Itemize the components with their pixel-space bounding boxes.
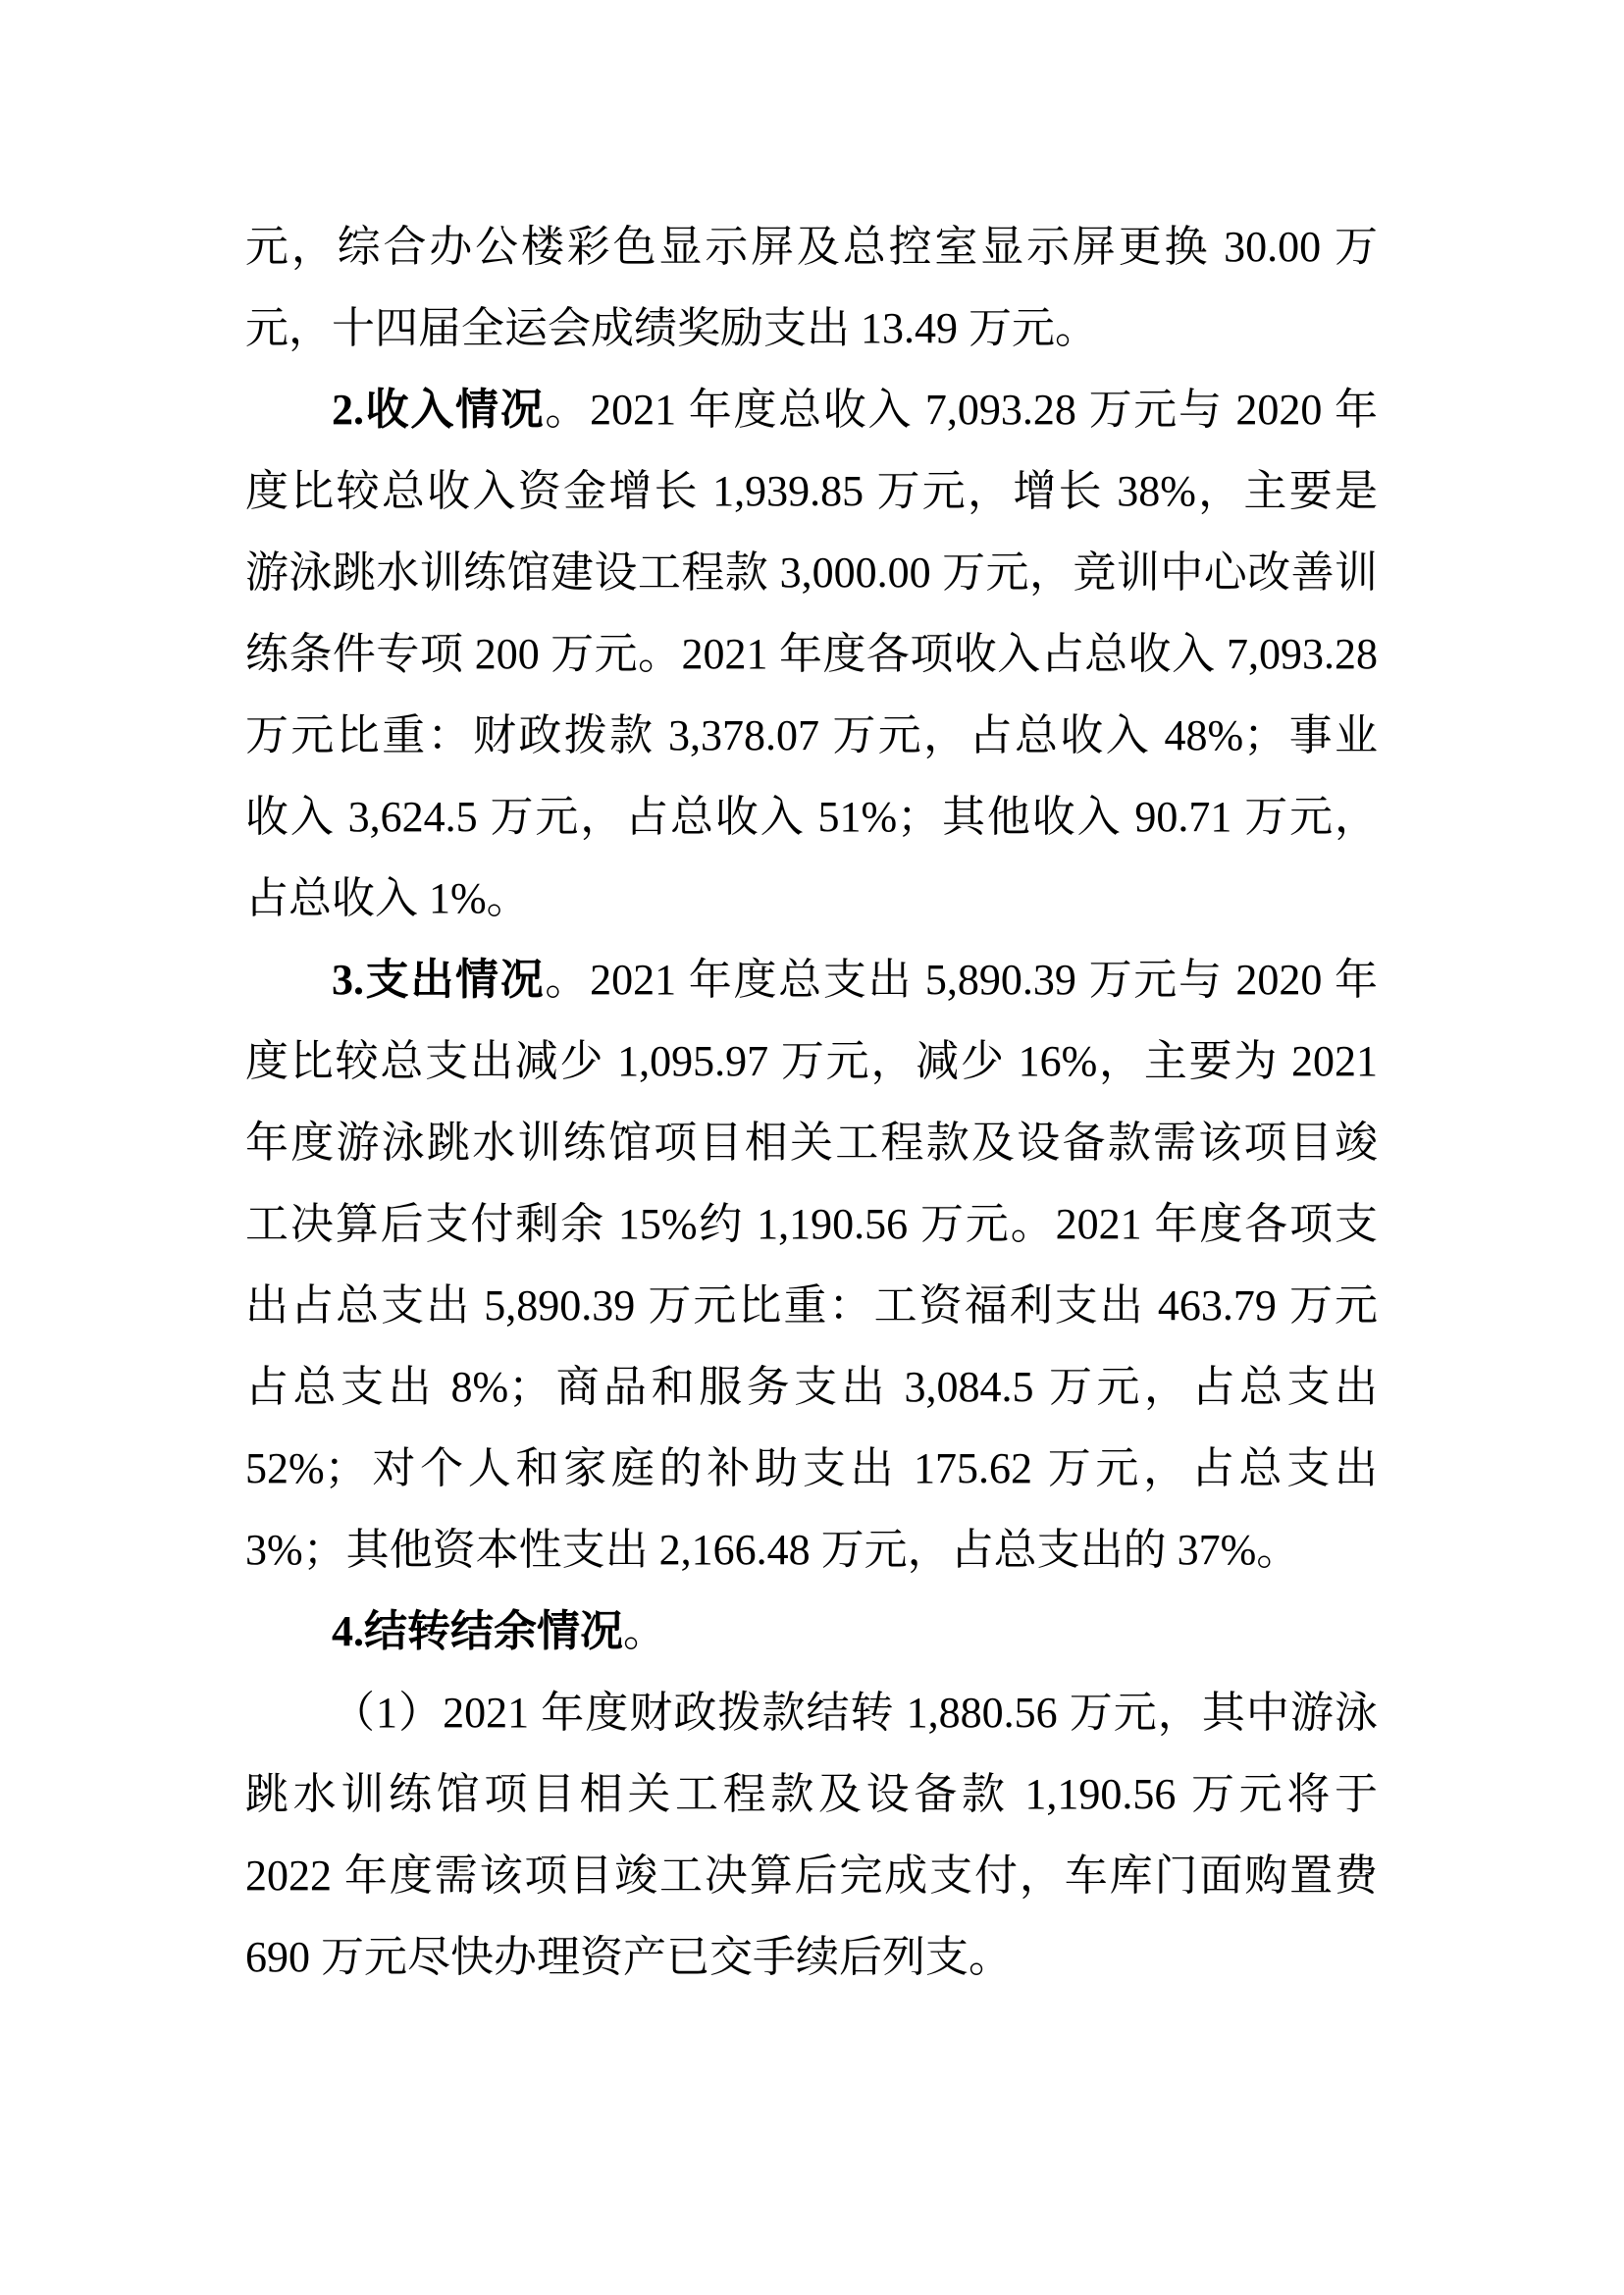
text-line <box>245 450 1378 532</box>
body-text: 练条件专项 200 万元。2021 年度各项收入占总收入 7,093.28 <box>245 630 1378 678</box>
text-line <box>245 1672 1378 1753</box>
text-line <box>245 1916 1378 1998</box>
text-line <box>245 369 1378 450</box>
body-text: 。 <box>623 1607 666 1655</box>
text-line <box>245 939 1378 1020</box>
text-block <box>245 206 1378 1998</box>
body-text: 万元比重：财政拨款 3,378.07 万元，占总收入 48%；事业 <box>245 711 1378 759</box>
body-text: 占总支出 8%；商品和服务支出 3,084.5 万元，占总支出 <box>245 1363 1378 1411</box>
text-line <box>245 1509 1378 1591</box>
text-line <box>245 1428 1378 1509</box>
text-line <box>245 1753 1378 1835</box>
text-line <box>245 613 1378 695</box>
text-line <box>245 1591 1378 1672</box>
text-line <box>245 1346 1378 1428</box>
body-text: 度比较总收入资金增长 1,939.85 万元，增长 38%，主要是 <box>245 467 1378 515</box>
text-line <box>245 1102 1378 1183</box>
body-text: 度比较总支出减少 1,095.97 万元，减少 16%，主要为 2021 <box>245 1037 1378 1085</box>
heading-label: 2.收入情况 <box>332 386 546 434</box>
text-line <box>245 1183 1378 1265</box>
body-text: 3%；其他资本性支出 2,166.48 万元，占总支出的 37%。 <box>245 1526 1300 1574</box>
text-line <box>245 858 1378 939</box>
body-text: 。2021 年度总支出 5,890.39 万元与 2020 年 <box>545 956 1378 1004</box>
text-line <box>245 532 1378 613</box>
body-text: 年度游泳跳水训练馆项目相关工程款及设备款需该项目竣 <box>245 1119 1378 1167</box>
body-text: 收入 3,624.5 万元，占总收入 51%；其他收入 90.71 万元， <box>245 793 1378 841</box>
body-text: 占总收入 1%。 <box>245 874 530 922</box>
body-text: 跳水训练馆项目相关工程款及设备款 1,190.56 万元将于 <box>245 1770 1378 1818</box>
text-line <box>245 1020 1378 1102</box>
body-text: 元，综合办公楼彩色显示屏及总控室显示屏更换 30.00 万 <box>245 223 1378 271</box>
text-line <box>245 1265 1378 1346</box>
text-line <box>245 287 1378 369</box>
body-text: 工决算后支付剩余 15%约 1,190.56 万元。2021 年度各项支 <box>245 1200 1378 1248</box>
heading-label: 4.结转结余情况 <box>332 1607 623 1655</box>
heading-label: 3.支出情况 <box>332 956 546 1004</box>
body-text: 出占总支出 5,890.39 万元比重：工资福利支出 463.79 万元 <box>245 1281 1378 1330</box>
text-line <box>245 1835 1378 1916</box>
body-text: 690 万元尽快办理资产已交手续后列支。 <box>245 1933 1012 1981</box>
body-text: 游泳跳水训练馆建设工程款 3,000.00 万元，竞训中心改善训 <box>245 548 1378 597</box>
text-line <box>245 776 1378 858</box>
body-text: 元，十四届全运会成绩奖励支出 13.49 万元。 <box>245 304 1098 352</box>
body-text: 2022 年度需该项目竣工决算后完成支付，车库门面购置费 <box>245 1852 1378 1900</box>
body-text: （1）2021 年度财政拨款结转 1,880.56 万元，其中游泳 <box>332 1689 1378 1737</box>
body-text: 52%；对个人和家庭的补助支出 175.62 万元，占总支出 <box>245 1444 1378 1492</box>
text-line <box>245 206 1378 287</box>
body-text: 。2021 年度总收入 7,093.28 万元与 2020 年 <box>545 386 1378 434</box>
text-line <box>245 695 1378 776</box>
